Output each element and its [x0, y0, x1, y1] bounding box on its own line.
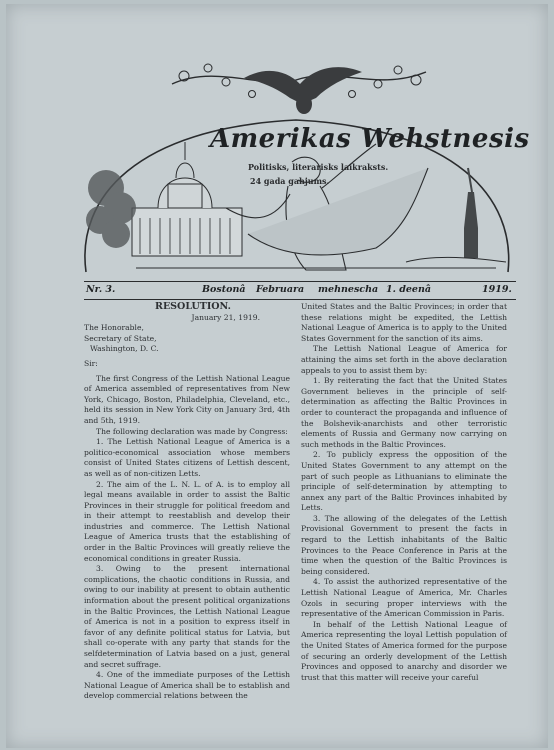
- salutation: Sir:: [84, 358, 98, 368]
- publication-year: 24 gada gahjums.: [250, 176, 330, 186]
- issue-day: 1. deenâ: [386, 284, 432, 295]
- paragraph: 2. The aim of the L. N. L. of A. is to employ all legal means available in order to assist the Baltic Provinces in their struggle for political freedom and in their attempt to reestablish and develop their industries and commerce. The Lettish National League of America trusts that the establishing of order in the Baltic Provinces will greatly relieve the economical conditions in greater Russia.: [84, 479, 290, 563]
- paragraph: 4. One of the immediate purposes of the Lettish National League of America shall be to establish and develop commercial relations between the: [84, 670, 290, 701]
- paragraph: 4. To assist the authorized representative of the Lettish National League of America, Mr. Charles Ozols in securing proper interviews with the representative of the American Commission in Paris.: [301, 577, 507, 619]
- newspaper-subtitle: Politisks, literarisks laikraksts.: [248, 162, 389, 172]
- addressee-line: Secretary of State,: [84, 333, 157, 343]
- paragraph: The Lettish National League of America for attaining the aims set forth in the above declaration appeals to you to assist them by:: [301, 344, 507, 375]
- masthead: [76, 58, 530, 280]
- resolution-heading: RESOLUTION.: [155, 301, 231, 312]
- right-column: [301, 302, 507, 683]
- paragraph: 3. The allowing of the delegates of the Lettish Provisional Government to present the facts in regard to the Lettish inhabitants of the Baltic Provinces to the Peace Conference in Paris at the time when the question of the Baltic Provinces is being considered.: [301, 513, 507, 576]
- left-column: [84, 302, 290, 702]
- addressee-line: The Honorable,: [84, 323, 144, 333]
- paragraph: United States and the Baltic Provinces; in order that these relations might be expedited, the Lettish National League of America is to apply to the United States Government for the sanction of its aims.: [301, 302, 507, 343]
- garland: [172, 72, 426, 84]
- newspaper-title: Amerikas Wehstnesis: [210, 124, 530, 154]
- rule-top: [84, 281, 516, 282]
- letter-date: January 21, 1919.: [191, 312, 260, 322]
- issue-year: 1919.: [482, 284, 512, 295]
- addressee-line: Washington, D. C.: [90, 344, 159, 354]
- newspaper-page: [6, 4, 548, 748]
- capitol-illustration: [132, 142, 242, 256]
- issue-month: Februara: [256, 284, 305, 295]
- paragraph: 1. The Lettish National League of America is a politico-economical association whose members consist of United States citizens of Lettish descent, as well as of non-citizen Letts.: [84, 437, 290, 478]
- paragraph: In behalf of the Lettish National League of America representing the loyal Lettish population of the United States of America formed for the purpose of securing an orderly development of the Lettish Provinces and opposed to anarchy and disorder we trust that this matter will receive your careful: [301, 619, 507, 682]
- issue-week: mehnescha: [318, 284, 379, 295]
- tree-illustration: [86, 170, 136, 248]
- paragraph: 2. To publicly express the opposition of the United States Government to any attempt on the part of such people as Lithuanians to eliminate the principle of self-determination by attempting to annex any part of the Baltic Provinces inhabited by Letts.: [301, 450, 507, 513]
- paragraph: The following declaration was made by Congress:: [96, 426, 288, 436]
- issue-bar: [86, 284, 514, 298]
- paragraph: 3. Owing to the present international complications, the chaotic conditions in Russia, and owing to our inability at present to obtain authentic information about the present political organizations in the Baltic Provinces, the Lettish National League of America is not in a position to express itself in favor of any definite political status for Latvia, but shall co-operate with any party that stands for the selfdetermination of Latvia based on a just, general and secret suffrage.: [84, 564, 290, 669]
- paragraph: 1. By reiterating the fact that the United States Government believes in the principle of self-determination as affecting the Baltic Provinces in order to counteract the propaganda and influence of the Bolshevik-anarchists and other terroristic elements of Russia and Germany now carrying on such methods in the Baltic Provinces.: [301, 376, 507, 449]
- issue-city: Bostonâ: [202, 284, 246, 295]
- eagle-emblem: [244, 67, 362, 114]
- rule-bottom: [84, 299, 516, 300]
- addressee-block: [84, 323, 290, 355]
- paragraph: The first Congress of the Lettish National League of America assembled of representatives from New York, Chicago, Boston, Philadelphia, Cleveland, etc., held its session in New York City on January 3rd, 4th and 5th, 1919.: [84, 373, 290, 425]
- issue-number: Nr. 3.: [86, 284, 116, 295]
